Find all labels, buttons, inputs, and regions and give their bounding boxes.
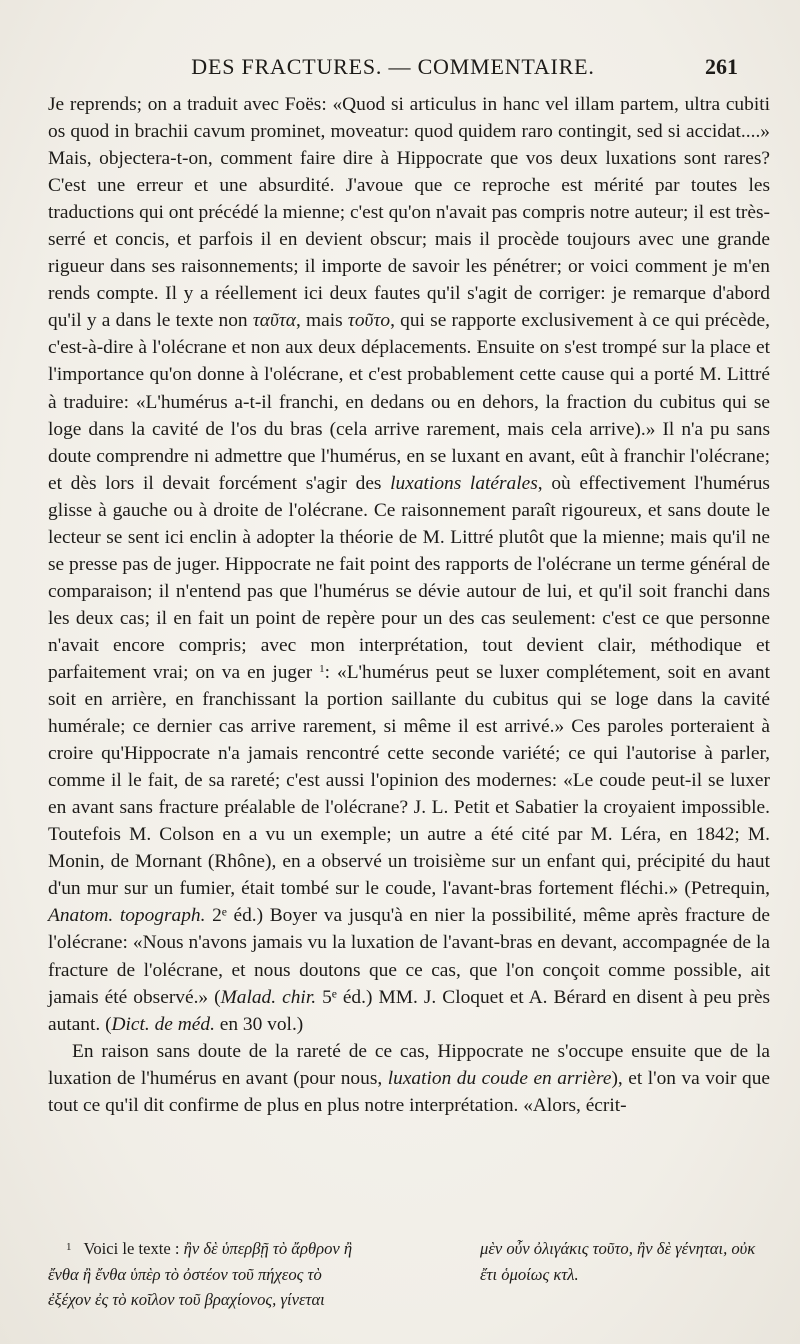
footnote-left-col — [48, 1236, 463, 1313]
footnote-greek: μὲν οὖν ὀλιγάκις τοῦτο, ἢν δὲ γένηται, οὐκ — [480, 1239, 756, 1258]
footnote-number: 1 — [66, 1241, 72, 1253]
footnote-greek: ἔνθα ἢ ἔνθα ὑπὲρ τὸ ὀστέον τοῦ πήχεος τὸ — [48, 1264, 322, 1284]
italic-citation: Dict. de méd. — [111, 1013, 215, 1035]
text-segment: en 30 vol.) — [219, 1013, 304, 1035]
paragraph-1 — [48, 91, 770, 1038]
text-segment: , qui se rapporte exclusivement à ce qui précède, c'est-à-dire à l'olécrane et non aux deux déplacements. Ensuite on s'est trompé sur la place et l'importance qu'on donne à l'olécrane, et c'est probablement cette cause qui a porté M. Littré à traduire: «L'humérus a-t-il franchi, en dedans ou en dehors, la fraction du cubitus qui se loge dans la cavité de l'os du bras (cela arrive rarement, mais cela arrive).» Il n'a pu sans doute comprendre ni admettre que l'humérus, en se luxant en avant, eût à franchir l'olécrane; et dès lors il devait forcément s'agir des — [48, 310, 770, 494]
greek-word: τοῦτο — [347, 310, 391, 332]
footnote-greek: ἔτι ὁμοίως κτλ. — [480, 1264, 579, 1284]
italic-citation: Anatom. topograph. — [48, 905, 206, 927]
footnote — [48, 1236, 770, 1313]
text-segment: 2ᵉ éd.) Boyer va jusqu'à en nier la possibilité, même après fracture de l'olécrane: «Nous n'avons jamais vu la luxation de l'avant-bras en devant, accompagnée de la fracture de l'olécrane, et nous doutons que ce cas, que l'on conçoit comme possible, ait jamais été observé.» ( — [48, 905, 770, 1008]
italic-term: luxation du coude en arrière — [387, 1067, 612, 1089]
footnote-greek: ἐξέχον ἐς τὸ κοῖλον τοῦ βραχίονος, γίνεται — [48, 1290, 325, 1309]
text-segment: , mais — [295, 310, 343, 332]
footnote-right-col — [480, 1236, 770, 1313]
footnote-row — [48, 1236, 770, 1313]
text-segment: , où effectivement l'humérus glisse à gauche ou à droite de l'olécrane. Ce raisonnement paraît rigoureux, et sans doute le lecteur se sent ici enclin à adopter la théorie de M. Littré plutôt que la mienne; mais qu'il ne se presse pas de juger. Hippocrate ne fait point des rapports de l'olécrane un terme général de comparaison; il n'entend pas que l'humérus se dévie autour de lui, et qu'il soit franchi dans les deux cas; il en fait un point de repère pour un des cas seulement: c'est ce que personne n'avait encore compris; avec mon interprétation, tout devient clair, méthodique et parfaitement vrai; on va en juger — [48, 472, 770, 683]
greek-word: ταῦτα — [252, 310, 296, 332]
italic-citation: Malad. chir. — [220, 986, 317, 1008]
text-segment: En raison sans doute de la rareté de ce cas, Hippocrate ne s'occupe ensuite que de la luxation de l'humérus en avant (pour nous, — [48, 1040, 770, 1089]
text-segment: 5ᵉ éd.) MM. J. Cloquet et A. Bérard en disent à peu près autant. ( — [48, 986, 770, 1035]
footnote-intro: Voici le texte : — [83, 1239, 180, 1258]
italic-term: luxations latérales — [390, 472, 538, 494]
text-segment: : «L'humérus peut se luxer complétement, soit en avant soit en arrière, en franchissant la portion saillante du cubitus qui se loge dans la cavité humérale; ce dernier cas arrive rarement, si même il est arrivé.» Ces paroles porteraient à croire qu'Hippocrate n'a jamais rencontré cette seconde variété; ce qui l'autorise à parler, comme il le fait, de sa rareté; c'est aussi l'opinion des modernes: «Le coude peut-il se luxer en avant sans fracture préalable de l'olécrane? J. L. Petit et Sabatier la croyaient impossible. Toutefois M. Colson en a vu un exemple; un autre a été cité par M. Léra, en 1842; M. Monin, de Mornant (Rhône), en a observé un troisième sur un enfant qui, précipité du haut d'un mur sur un fumier, était tombé sur le coude, l'avant-bras fortement fléchi.» (Petrequin, — [48, 661, 770, 900]
running-head: DES FRACTURES. — COMMENTAIRE. — [191, 54, 595, 79]
footnote-greek: ἢν δὲ ὑπερβῇ τὸ ἄρθρον ἢ — [183, 1239, 353, 1258]
page-header — [48, 54, 738, 84]
body-text — [48, 91, 770, 1119]
footnote-ref: 1 — [319, 662, 325, 675]
paragraph-2 — [48, 1038, 770, 1119]
text-segment: Je reprends; on a traduit avec Foës: «Quod si articulus in hanc vel illam partem, ultra cubiti os quod in brachii cavum prominet, moveatur: quod quidem raro contingit, sed si accidat....» Mais, objectera-t-on, comment faire dire à Hippocrate que vos deux luxations sont rares? C'est une erreur et une absurdité. J'avoue que ce reproche est mérité par toutes les traductions qui ont précédé la mienne; c'est qu'on n'avait pas compris notre auteur; il est très-serré et concis, et parfois il en devient obscur; mais il procède toujours avec une grande rigueur dans ses raisonnements; il importe de savoir les pénétrer; or voici comment je m'en rends compte. Il y a réellement ici deux fautes qu'il s'agit de corriger: je remarque d'abord qu'il y a dans le texte non — [48, 94, 770, 332]
text-segment: ), et l'on va voir que tout ce qu'il dit confirme de plus en plus notre interprétation. «Alors, écrit- — [48, 1067, 771, 1116]
page-number: 261 — [705, 54, 738, 79]
